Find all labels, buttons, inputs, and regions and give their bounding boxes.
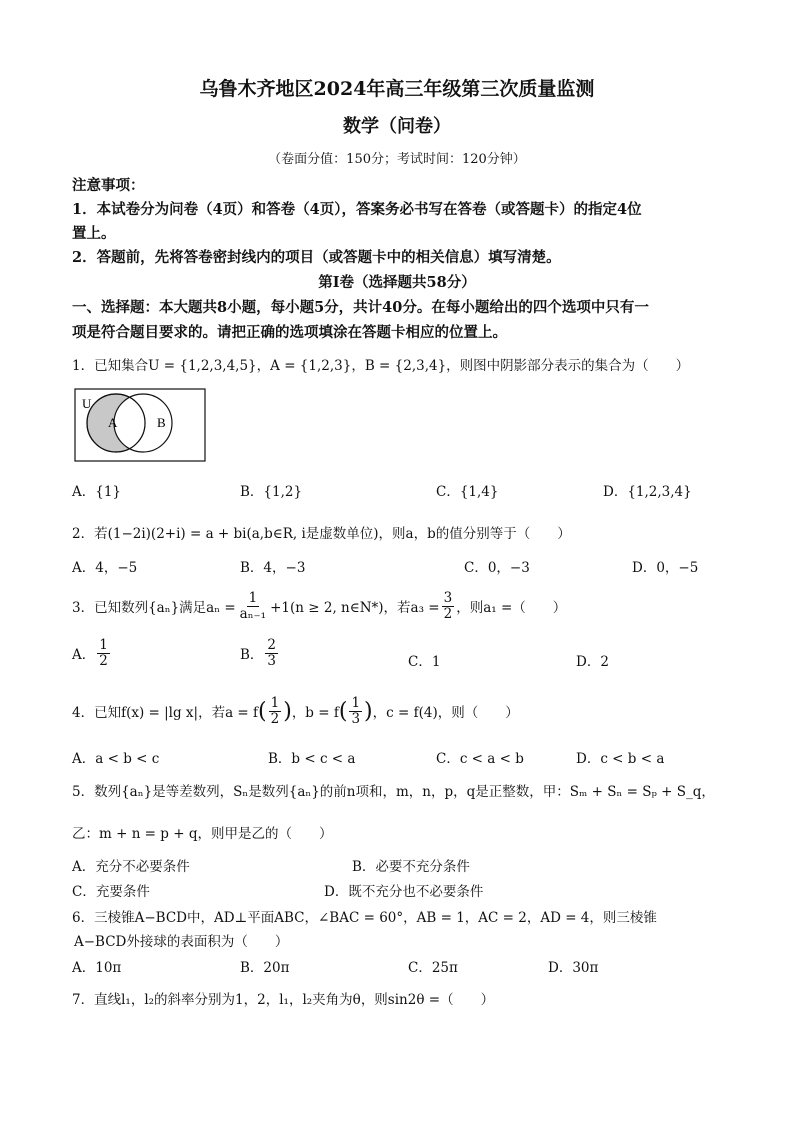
q3-option-a: A． $\frac{1}{2}$: [72, 637, 108, 669]
q4-option-d: D．c < b < a: [576, 751, 665, 767]
question-5-stem-cont: 乙：m + n = p + q，则甲是乙的（ ）: [72, 826, 333, 842]
question-6-stem-cont: A−BCD外接球的表面积为（ ）: [74, 934, 289, 950]
venn-diagram: [74, 388, 208, 464]
question-2-stem: 2．若(1−2i)(2+i) = a + bi(a,b∈R, i是虚数单位)，则a，b的值分别等于（ ）: [72, 526, 571, 542]
universe-label: U: [82, 396, 92, 411]
notice-item-2: 2．答题前，先将答卷密封线内的项目（或答题卡中的相关信息）填写清楚。: [72, 249, 561, 266]
section-instructions-cont: 项是符合题目要求的。请把正确的选项填涂在答题卡相应的位置上。: [72, 324, 507, 341]
q3-fraction-1: $\frac{1}{\text{aₙ₋₁}}$: [239, 589, 267, 622]
notice-item-1: 1．本试卷分为问卷（4页）和答卷（4页），答案务必书写在答卷（或答题卡）的指定4位: [72, 201, 642, 218]
q3-fraction-2: $\frac{3}{2}$: [443, 589, 453, 622]
q2-option-d: D．0，−5: [632, 560, 699, 576]
question-3-stem: [72, 586, 566, 626]
set-a-label: A: [108, 415, 118, 430]
notice-item-1-cont: 置上。: [72, 225, 116, 242]
question-6-stem: 6．三棱锥A−BCD中，AD⊥平面ABC，∠BAC = 60°，AB = 1，AC = 2，AD = 4，则三棱锥: [72, 910, 657, 926]
q2-option-b: B．4，−3: [240, 560, 306, 576]
notice-heading: 注意事项：: [72, 177, 145, 194]
q4-option-c: C．c < a < b: [436, 751, 524, 767]
q1-option-d: D．{1,2,3,4}: [603, 484, 692, 500]
exam-title: 乌鲁木齐地区2024年高三年级第三次质量监测: [199, 78, 595, 100]
q3-stem-part-c: ，则a₁ =（ ）: [456, 600, 567, 616]
question-5-stem: 5．数列{aₙ}是等差数列，Sₙ是数列{aₙ}的前n项和，m，n，p，q是正整数，甲：Sₘ + Sₙ = Sₚ + S_q，: [72, 784, 715, 800]
q1-option-c: C．{1,4}: [436, 484, 499, 500]
set-b-label: B: [157, 415, 166, 430]
q5-option-d: D．既不充分也不必要条件: [324, 884, 484, 900]
q5-option-a: A．充分不必要条件: [72, 859, 190, 875]
section-instructions: 一、选择题：本大题共8小题，每小题5分，共计40分。在每小题给出的四个选项中只有一: [72, 299, 649, 316]
q5-option-c: C．充要条件: [72, 884, 150, 900]
q5-option-b: B．必要不充分条件: [352, 859, 470, 875]
exam-meta: （卷面分值：150分；考试时间：120分钟）: [268, 152, 526, 167]
q6-option-d: D．30π: [548, 960, 599, 976]
q4-option-a: A．a < b < c: [72, 751, 160, 767]
q6-option-b: B．20π: [240, 960, 290, 976]
q3-option-d: D．2: [576, 654, 609, 670]
q1-option-a: A．{1}: [72, 484, 122, 500]
q1-option-b: B．{1,2}: [240, 484, 303, 500]
question-1-stem: 1．已知集合U = {1,2,3,4,5}，A = {1,2,3}，B = {2,3,4}，则图中阴影部分表示的集合为（ ）: [72, 358, 690, 374]
q2-option-c: C．0，−3: [464, 560, 530, 576]
exam-subtitle: 数学（问卷）: [343, 116, 451, 137]
q3-option-c: C．1: [408, 654, 441, 670]
q3-stem-part-a: 3．已知数列{aₙ}满足aₙ =: [72, 600, 236, 616]
part1-heading: 第Ⅰ卷（选择题共58分）: [318, 274, 476, 291]
question-4-stem: 4．已知f(x) = |lg x|，若a = f ( $\frac{1}{2}$ ) ，b = f ( $\frac{1}{3}$ ) ，c = f(4)，则（ ）: [72, 694, 519, 727]
q4-fraction-1: $\frac{1}{2}$: [270, 694, 280, 727]
question-7-stem: 7．直线l₁，l₂的斜率分别为1，2，l₁，l₂夹角为θ，则sin2θ =（ ）: [72, 992, 495, 1008]
q4-option-b: B．b < c < a: [268, 751, 356, 767]
q6-option-c: C．25π: [408, 960, 458, 976]
q3-option-b: B． $\frac{2}{3}$: [240, 637, 277, 669]
q2-option-a: A．4，−5: [72, 560, 138, 576]
q4-fraction-2: $\frac{1}{3}$: [351, 694, 361, 727]
q6-option-a: A．10π: [72, 960, 122, 976]
q3-stem-part-b: +1(n ≥ 2, n∈N*)，若a₃ =: [270, 600, 440, 616]
